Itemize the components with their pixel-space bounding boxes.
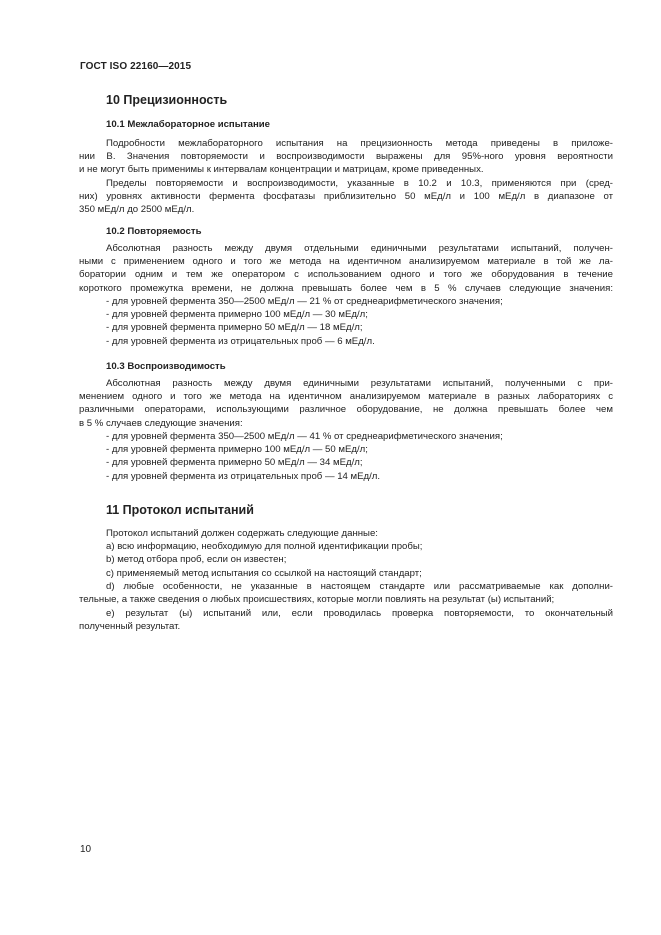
subsection-10-1-heading-block — [79, 119, 613, 130]
document-header: ГОСТ ISO 22160—2015 — [80, 61, 192, 72]
list-item: - для уровней фермента примерно 100 мЕд/л — 50 мЕд/л; — [106, 444, 368, 456]
list-item: - для уровней фермента примерно 100 мЕд/л — 30 мЕд/л; — [106, 309, 368, 321]
list-item: с) применяемый метод испытания со ссылкой на настоящий стандарт; — [106, 567, 422, 579]
text-line: менением одного и того же метода на идентичном анализируемом материале в разных лабораториях с — [79, 391, 613, 403]
text-line: Абсолютная разность между двумя единичными результатами испытаний, полученными с при- — [106, 378, 613, 389]
subsection-10-1-title: 10.1 Межлабораторное испытание — [106, 119, 270, 130]
section-11-heading-block — [79, 503, 613, 517]
list-intro: Протокол испытаний должен содержать следующие данные: — [106, 528, 378, 539]
paragraph-10-1-b — [79, 177, 613, 217]
text-line: е) результат (ы) испытаний или, если проводилась проверка повторяемости, то окончательный — [106, 608, 613, 619]
text-line: полученный результат. — [79, 621, 181, 633]
subsection-10-2-title: 10.2 Повторяемость — [106, 226, 202, 237]
text-line: Подробности межлабораторного испытания на прецизионность метода приведены в приложе- — [106, 138, 613, 149]
text-line: Абсолютная разность между двумя отдельными единичными результатами испытаний, получен- — [106, 243, 613, 254]
list-item-e — [79, 607, 613, 633]
text-line: в 5 % случаев следующие значения: — [79, 417, 243, 429]
text-line: 350 мЕд/л до 2500 мЕд/л. — [79, 204, 195, 216]
text-line: и не могут быть применимы к интервалам концентрации и матрицам, кроме приведенных. — [79, 164, 484, 176]
subsection-10-2-heading-block — [79, 226, 613, 237]
list-item: - для уровней фермента примерно 50 мЕд/л — 34 мЕд/л; — [106, 457, 363, 469]
list-10-2 — [79, 295, 613, 348]
list-item: - для уровней фермента 350—2500 мЕд/л — 21 % от среднеарифметического значения; — [106, 296, 503, 307]
paragraph-10-3 — [79, 377, 613, 430]
text-line: боратории одним и тем же оператором с использованием одного и того же оборудования в течение — [79, 269, 613, 281]
list-item: b) метод отбора проб, если он известен; — [106, 554, 287, 566]
list-item: - для уровней фермента из отрицательных проб — 14 мЕд/л. — [106, 470, 381, 482]
paragraph-10-2 — [79, 242, 613, 295]
text-line: короткого промежутка времени, не должна превышать более чем в 5 % случаев следующие значения: — [79, 282, 613, 294]
subsection-10-3-heading-block — [79, 361, 613, 372]
list-item-d — [79, 580, 613, 606]
text-line: d) любые особенности, не указанные в настоящем стандарте или рассматриваемые как дополни- — [106, 581, 613, 592]
section-11-title: 11 Протокол испытаний — [106, 503, 254, 517]
text-line: нии В. Значения повторяемости и воспроизводимости выражены для 95%-ного уровня вероятности — [79, 151, 613, 163]
text-line: ными с применением одного и того же метода на идентичном анализируемом материале в той же ла- — [79, 256, 613, 268]
list-item: - для уровней фермента 350—2500 мЕд/л — 41 % от среднеарифметического значения; — [106, 431, 503, 442]
section-10-heading-block — [79, 93, 613, 107]
text-line: тельные, а также сведения о любых происшествиях, которые могли повлиять на результат (ы) испытаний; — [79, 594, 555, 606]
list-item: - для уровней фермента примерно 50 мЕд/л — 18 мЕд/л; — [106, 322, 363, 334]
list-10-3 — [79, 430, 613, 483]
section-11-list — [79, 527, 613, 580]
text-line: различными операторами, использующими различное оборудование, не должна превышать более чем — [79, 404, 613, 416]
list-item: - для уровней фермента из отрицательных проб — 6 мЕд/л. — [106, 335, 375, 347]
page-number: 10 — [80, 844, 92, 855]
text-line: них) уровнях активности фермента фосфатазы приблизительно 50 мЕд/л и 100 мЕд/л в диапазоне от — [79, 191, 613, 203]
subsection-10-3-title: 10.3 Воспроизводимость — [106, 361, 226, 372]
list-item: а) всю информацию, необходимую для полной идентификации пробы; — [106, 541, 423, 553]
paragraph-10-1-a — [79, 137, 613, 177]
text-line: Пределы повторяемости и воспроизводимости, указанные в 10.2 и 10.3, применяются при (сред- — [106, 178, 613, 189]
section-10-title: 10 Прецизионность — [106, 93, 228, 107]
